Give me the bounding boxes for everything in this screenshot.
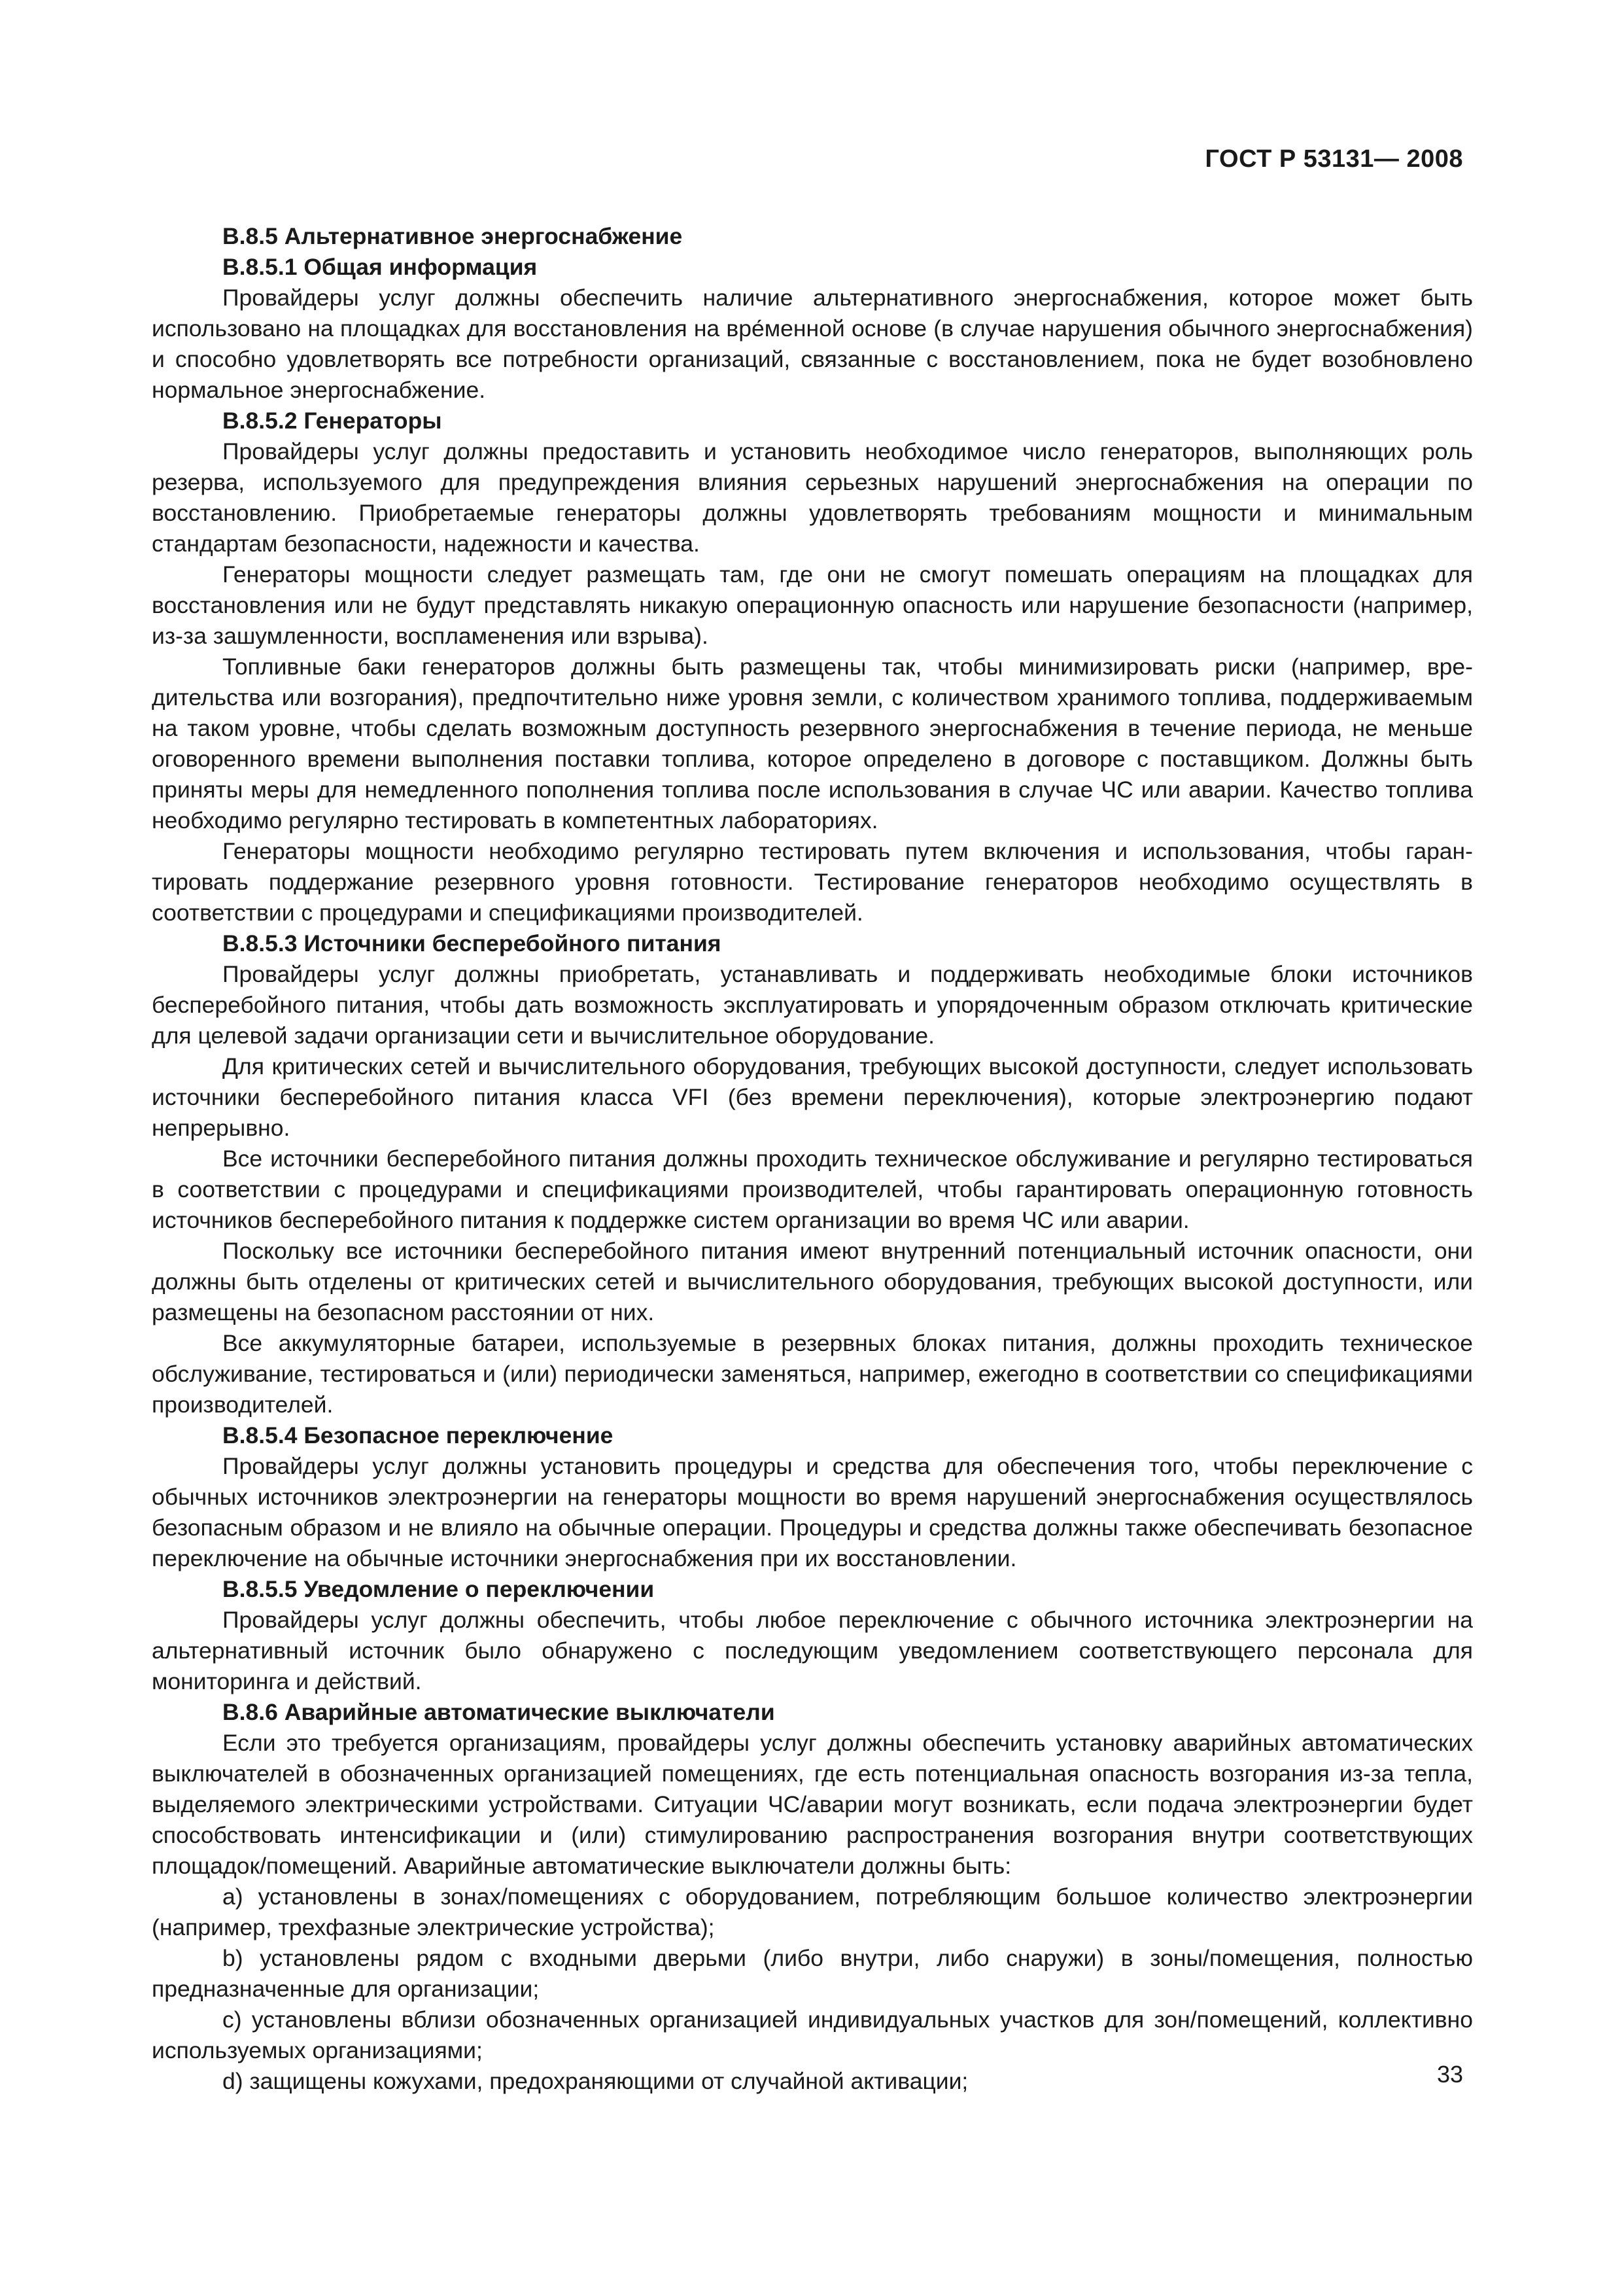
paragraph: Провайдеры услуг должны предоставить и установить необходимое число генераторов, выполняющих роль резерва, используемого для предупреждения влияния серьезных нарушений энергоснабжения на операции по восстановлению. Приобретаемые генераторы должны удовлетворять требованиям мощности и минимальным стандартам безопасности, надежности и качества. <box>152 438 1473 557</box>
section-heading: В.8.5.3 Источники бесперебойного питания <box>222 930 721 956</box>
paragraph: Топливные баки генераторов должны быть размещены так, чтобы минимизировать риски (например, вредительства или возгорания), предпочтительно ниже уровня земли, с количеством хранимого топлива, поддерживаемым на таком уровне, чтобы сделать возможным доступность резервного энергоснабжения в течение периода, не меньше оговоренного времени выполнения поставки топлива, которое определено в договоре с поставщиком. Должны быть приняты меры для немедленного пополнения топлива после использования в случае ЧС или аварии. Качество топлива необходимо регулярно тестировать в компетентных лабораториях. <box>152 654 1473 833</box>
document-body <box>152 221 1473 2097</box>
paragraph: c) установлены вблизи обозначенных организацией индивидуальных участков для зон/помещений, коллективно используемых организациями; <box>152 2006 1473 2063</box>
document-code: ГОСТ Р 53131— 2008 <box>1205 145 1463 173</box>
paragraph: Для критических сетей и вычислительного оборудования, требующих высокой доступности, следует использовать источники бесперебойного питания класса VFI (без времени переключения), которые электроэнергию подают непрерывно. <box>152 1053 1473 1141</box>
paragraph: d) защищены кожухами, предохраняющими от случайной активации; <box>222 2068 969 2094</box>
page-number: 33 <box>1436 2061 1463 2088</box>
paragraph: Провайдеры услуг должны приобретать, устанавливать и поддерживать необходимые блоки источников бесперебойного питания, чтобы дать возможность эксплуатировать и упорядоченным образом отключать критические для целевой задачи организации сети и вычислительное оборудование. <box>152 961 1473 1049</box>
section-heading: В.8.5.1 Общая информация <box>222 254 538 280</box>
section-heading: В.8.5.5 Уведомление о переключении <box>222 1576 655 1602</box>
section-heading: В.8.5.2 Генераторы <box>222 408 442 434</box>
paragraph: Генераторы мощности следует размещать там, где они не смогут помешать операциям на площадках для восстановления или не будут представлять никакую операционную опасность или нарушение безопасности (например, из-за зашумленности, воспламенения или взрыва). <box>152 561 1473 649</box>
paragraph: Провайдеры услуг должны обеспечить, чтобы любое переключение с обычного источника электроэнергии на альтернативный источник было обнаружено с последующим уведомлением соответствующего персонала для мониторинга и действий. <box>152 1607 1473 1694</box>
section-heading: В.8.6 Аварийные автоматические выключатели <box>222 1699 775 1725</box>
paragraph: a) установлены в зонах/помещениях с оборудованием, потребляющим большое количество электроэнергии (например, трехфазные электрические устройства); <box>152 1883 1473 1940</box>
section-heading: В.8.5.4 Безопасное переключение <box>222 1422 613 1448</box>
paragraph: Генераторы мощности необходимо регулярно тестировать путем включения и использования, чтобы гарантировать поддержание резервного уровня готовности. Тестирование генераторов необходимо осуществлять в соответствии с процедурами и спецификациями производителей. <box>152 838 1473 926</box>
paragraph: Поскольку все источники бесперебойного питания имеют внутренний потенциальный источник опасности, они должны быть отделены от критических сетей и вычислительного оборудования, требующих высокой доступности, или размещены на безопасном расстоянии от них. <box>152 1238 1473 1325</box>
paragraph: b) установлены рядом с входными дверьми (либо внутри, либо снаружи) в зоны/помещения, полностью предназначенные для организации; <box>152 1945 1473 2002</box>
section-heading: В.8.5 Альтернативное энергоснабжение <box>222 223 683 249</box>
paragraph: Все аккумуляторные батареи, используемые в резервных блоках питания, должны проходить техническое обслуживание, тестироваться и (или) периодически заменяться, например, ежегодно в соответствии со спецификациями производителей. <box>152 1330 1473 1418</box>
paragraph: Провайдеры услуг должны установить процедуры и средства для обеспечения того, чтобы переключение с обычных источников электроэнергии на генераторы мощности во время нарушений энергоснабжения осуществлялось безопасным образом и не влияло на обычные операции. Процедуры и средства должны также обеспечивать безопасное переключение на обычные источники энергоснабжения при их восстановлении. <box>152 1453 1473 1571</box>
paragraph: Если это требуется организациям, провайдеры услуг должны обеспечить установку аварийных автоматических выключателей в обозначенных организацией помещениях, где есть потенциальная опасность возгорания из-за тепла, выделяемого электрическими устройствами. Ситуации ЧС/аварии могут возникать, если подача электроэнергии будет способствовать интенсификации и (или) стимулированию распространения возгорания внутри соответствующих площадок/помещений. Аварийные автоматические выключатели должны быть: <box>152 1730 1473 1879</box>
paragraph: Все источники бесперебойного питания должны проходить техническое обслуживание и регулярно тестироваться в соответствии с процедурами и спецификациями производителей, чтобы гарантировать операционную готовность источников бесперебойного питания к поддержке систем организации во время ЧС или аварии. <box>152 1146 1473 1233</box>
paragraph: Провайдеры услуг должны обеспечить наличие альтернативного энергоснабжения, которое может быть использовано на площадках для восстановления на вре́менной основе (в случае нарушения обычного энергоснабжения) и способно удовлетворять все потребности организаций, связанные с восстановлением, пока не будет возобновлено нормальное энергоснабжение. <box>152 285 1473 403</box>
